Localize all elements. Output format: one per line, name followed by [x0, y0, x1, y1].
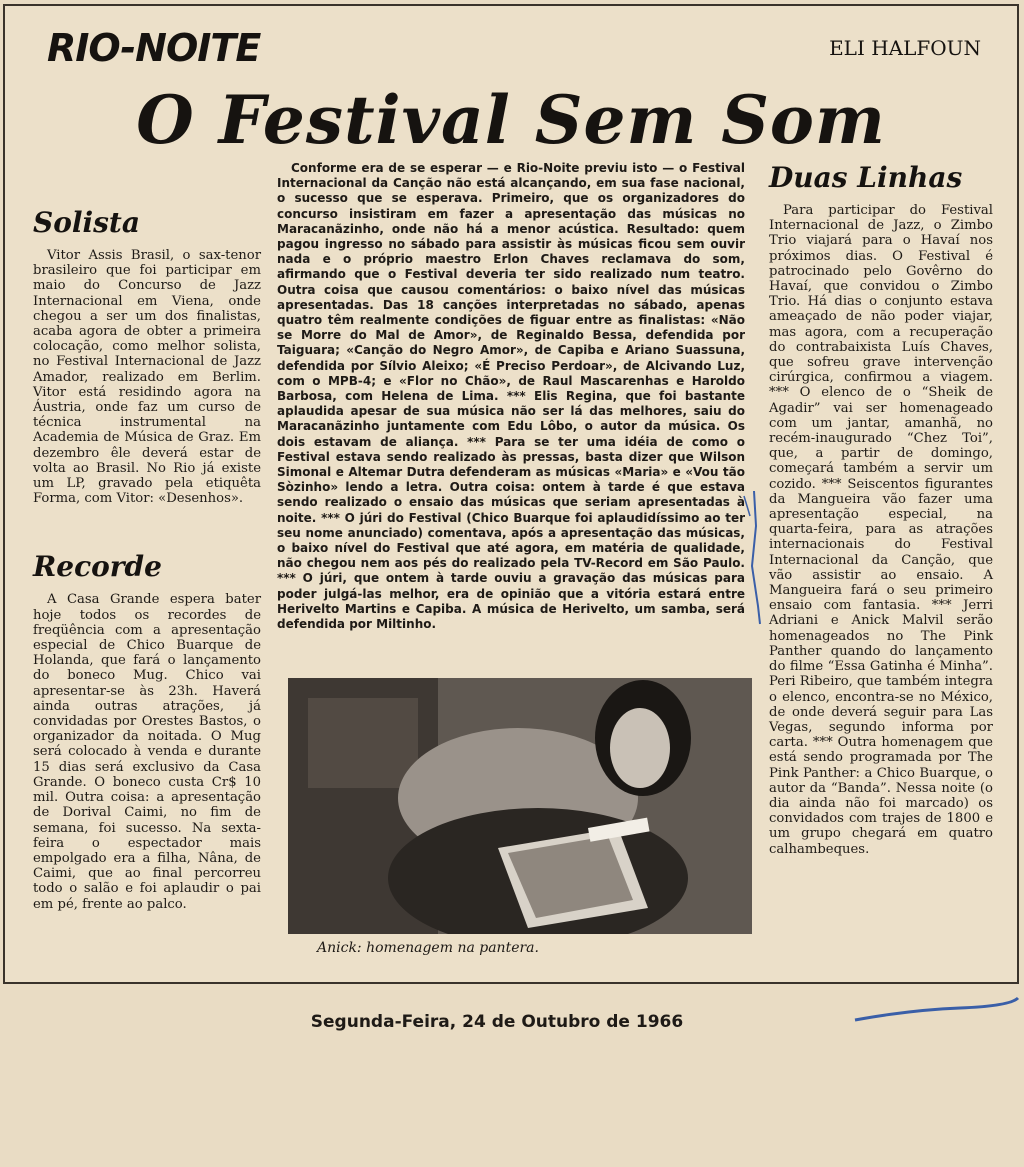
section-heading-solista: Solista [33, 206, 141, 239]
main-article-text: Conforme era de se esperar — e Rio-Noite previu isto — o Festival Internacional da Canção não está alcançando, em sua fase nacional, o sucesso que se esperava. Primeiro, que os organizadores do concurso insistiram em fazer a apresentação das músicas no Maracanãzinho, onde não há a menor acústica. Resultado: quem pagou ingresso no sábado para assistir às músicas ficou sem ouvir nada e o próprio maestro Erlon Chaves reclamava do som, afirmando que o Festival deveria ter sido realizado num teatro. Outra coisa que causou comentários: o baixo nível das músicas apresentadas. Das 18 canções interpretadas no sábado, apenas quatro têm realmente condições de figuar entre as finalistas: «Não se Morre do Mal de Amor», de Reginaldo Bessa, defendida por Taiguara; «Canção do Negro Amor», de Capiba e Ariano Suassuna, defendida por Sílvio Aleixo; «É Preciso Perdoar», de Alcivando Luz, com o MPB-4; e «Flor no Chão», de Raul Mascarenhas e Haroldo Barbosa, com Helena de Lima. *** Elis Regina, que foi bastante aplaudida apesar de sua música não ser lá das melhores, saiu do Maracanãzinho juntamente com Edu Lôbo, o autor da música. Os dois estavam de aliança. *** Para se ter uma idéia de como o Festival estava sendo realizado às pressas, basta dizer que Wilson Simonal e Altemar Dutra defenderam as músicas «Maria» e «Vou tão Sòzinho» lendo a letra. Outra coisa: ontem à tarde é que estava sendo realizado o ensaio das músicas que seriam apresentadas à noite. *** O júri do Festival (Chico Buarque foi aplaudidíssimo ao ter seu nome anunciado) comentava, após a apresentação das músicas, o baixo nível do Festival que até agora, em matéria de qualidade, não chegou nem aos pés do realizado pela TV-Record em São Paulo. *** O júri, que ontem à tarde ouviu a gravação das músicas para poder julgá-las melhor, era de opinião que a vitória estará entre Herivelto Martins e Capiba. A música de Herivelto, um samba, será defendida por Miltinho. [277, 161, 745, 632]
recorde-text: A Casa Grande espera bater hoje todos os recordes de freqüência com a apresentação especial de Chico Buarque de Holanda, que fará o lançamento do boneco Mug. Chico vai apresentar-se às 23h. Haverá ainda outras atrações, já convidadas por Orestes Bastos, o organizador da noitada. O Mug será colocado à venda e durante 15 dias será exclusivo da Casa Grande. O boneco custa Cr$ 10 mil. Outra coisa: a apresentação de Dorival Caimi, no fim de semana, foi sucesso. Na sexta-feira o espectador mais empolgado era a filha, Nâna, de Caimi, que ao final percorreu todo o salão e foi aplaudir o pai em pé, frente ao palco. [33, 592, 261, 912]
column-name: RIO-NOITE [47, 26, 261, 70]
headline: O Festival Sem Som [136, 81, 886, 159]
news-photo [288, 678, 752, 934]
main-article-column [277, 161, 745, 632]
solista-text: Vitor Assis Brasil, o sax-tenor brasileiro que foi participar em maio do Concurso de Jazz Internacional em Viena, onde chegou a ser um dos finalistas, acaba agora de obter a primeira colocação, como melhor solista, no Festival Internacional de Jazz Amador, realizado em Berlim. Vitor está residindo agora na Áustria, onde faz um curso de técnica instrumental na Academia de Música de Graz. Em dezembro êle deverá estar de volta ao Brasil. No Rio já existe um LP, gravado pela etiquêta Forma, com Vitor: «Desenhos». [33, 248, 261, 507]
byline: ELI HALFOUN [829, 36, 981, 60]
left-column [33, 206, 261, 912]
date-line [0, 1012, 1024, 1032]
duas-linhas-text: Para participar do Festival Internacional de Jazz, o Zimbo Trio viajará para o Havaí nos próximos dias. O Festival é patrocinado pelo Govêrno do Havaí, que convidou o Zimbo Trio. Há dias o conjunto estava ameaçado de não poder viajar, mas agora, com a recuperação do contrabaixista Luís Chaves, que sofreu grave intervenção cirúrgica, confirmou a viagem. *** O elenco de o “Sheik de Agadir” vai ser homenageado com um jantar, amanhã, no recém-inaugurado “Chez Toi”, que, a partir de domingo, começará também a servir um cozido. *** Seiscentos figurantes da Mangueira vão fazer uma apresentação especial, na quarta-feira, para as atrações internacionais do Festival Internacional da Canção, que vão assistir ao ensaio. A Mangueira fará o seu primeiro ensaio com fantasia. *** Jerri Adriani e Anick Malvil serão homenageados no The Pink Panther quando do lançamento do filme “Essa Gatinha é Minha”. Peri Ribeiro, que também integra o elenco, encontra-se no México, de onde deverá seguir para Las Vegas, segundo informa por carta. *** Outra homenagem que está sendo programada por The Pink Panther: a Chico Buarque, o autor da “Banda”. Nessa noite (o dia ainda não foi marcado) os convidados com trajes de 1800 e um grupo chegará em quatro calhambeques. [769, 203, 994, 857]
section-heading-duas-linhas: Duas Linhas [769, 161, 963, 194]
date-text: Segunda-Feira, 24 de Outubro de 1966 [310, 1012, 684, 1032]
photo-caption: Anick: homenagem na pantera. [317, 940, 539, 956]
right-column [769, 161, 993, 857]
section-heading-recorde: Recorde [33, 550, 162, 584]
newspaper-clipping [3, 4, 1019, 984]
photo-illustration [288, 678, 752, 934]
pen-mark-icon [740, 486, 780, 626]
